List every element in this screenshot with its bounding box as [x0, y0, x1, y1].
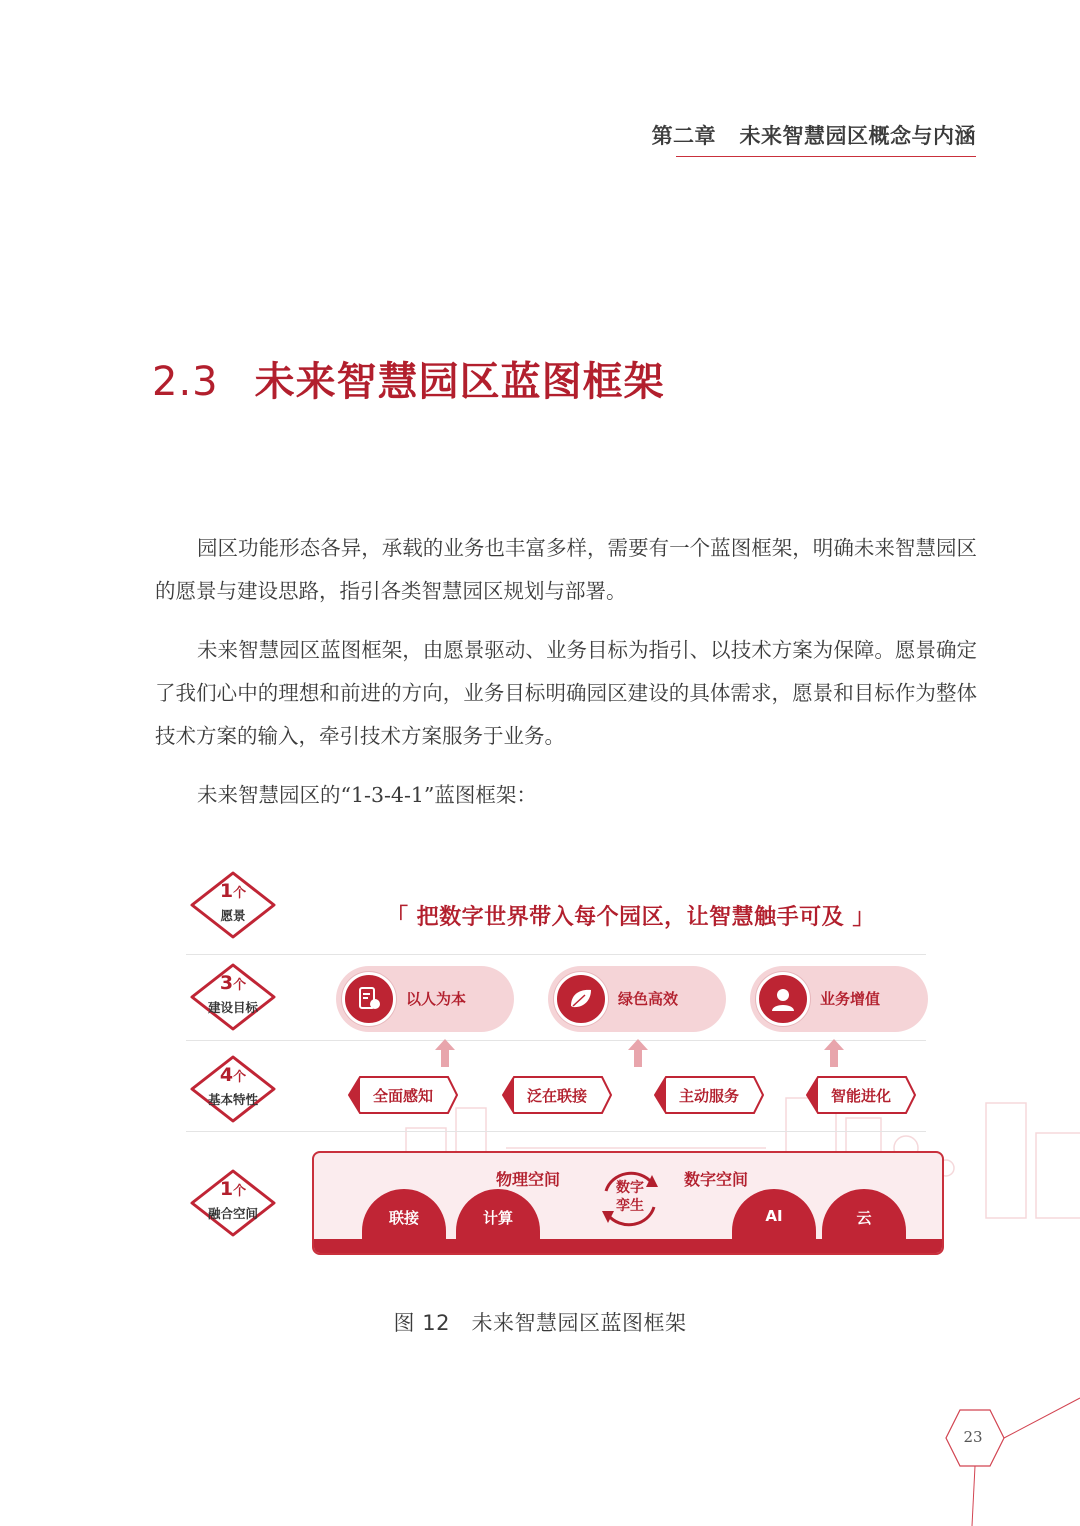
feature-label: 智能进化 [830, 1087, 891, 1105]
arrow-up-icon [434, 1038, 456, 1068]
body-text [155, 527, 977, 833]
feature-tag [654, 1076, 764, 1114]
leaf-icon [554, 972, 608, 1026]
dome-compute: 计算 [456, 1189, 540, 1239]
feature-tag [806, 1076, 916, 1114]
dome-cloud: 云 [822, 1189, 906, 1239]
chapter-label: 第二章 [651, 124, 717, 148]
goal-label: 绿色高效 [618, 990, 679, 1008]
row-badge-vision: 1个 愿景 [188, 870, 278, 940]
goal-label: 业务增值 [820, 990, 881, 1008]
row-divider [186, 1040, 926, 1041]
row-divider [186, 954, 926, 955]
running-header [652, 120, 976, 150]
row-badge-features: 4个 基本特性 [188, 1054, 278, 1124]
page-number: 23 [963, 1428, 983, 1446]
row-badge-fusion: 1个 融合空间 [188, 1168, 278, 1238]
page-number-hexagon [930, 1390, 1080, 1526]
goal-pill [336, 966, 514, 1032]
digital-space-label: 数字空间 [684, 1170, 749, 1189]
paragraph: 园区功能形态各异，承载的业务也丰富多样，需要有一个蓝图框架，明确未来智慧园区的愿景与建设思路，指引各类智慧园区规划与部署。 [155, 536, 977, 603]
chapter-title: 未来智慧园区概念与内涵 [739, 124, 976, 148]
arrow-up-icon [823, 1038, 845, 1068]
section-title [152, 350, 665, 407]
fusion-floor [314, 1239, 942, 1253]
feature-label: 泛在联接 [526, 1087, 587, 1105]
feature-tag [348, 1076, 458, 1114]
section-heading: 未来智慧园区蓝图框架 [254, 359, 665, 405]
person-icon [756, 972, 810, 1026]
physical-space-label: 物理空间 [496, 1170, 561, 1189]
vision-statement: 「 把数字世界带入每个园区，让智慧触手可及 」 [386, 905, 875, 930]
row-divider [186, 1131, 926, 1132]
row-badge-goals: 3个 建设目标 [188, 962, 278, 1032]
feature-label: 全面感知 [372, 1087, 433, 1105]
fusion-space-panel [312, 1151, 944, 1255]
goal-pill [750, 966, 928, 1032]
arrow-up-icon [627, 1038, 649, 1068]
blueprint-figure [186, 868, 946, 1268]
goal-label: 以人为本 [406, 990, 467, 1008]
feature-tag [502, 1076, 612, 1114]
dome-connect: 联接 [362, 1189, 446, 1239]
paragraph: 未来智慧园区的“1-3-4-1”蓝图框架： [197, 783, 537, 807]
section-number: 2.3 [152, 359, 219, 405]
dome-ai: AI [732, 1189, 816, 1239]
digital-twin-cycle: 数字 孪生 [590, 1167, 670, 1231]
goal-pill [548, 966, 726, 1032]
document-person-icon [342, 972, 396, 1026]
figure-caption: 图 12 未来智慧园区蓝图框架 [393, 1311, 687, 1335]
header-rule [676, 156, 976, 157]
feature-label: 主动服务 [678, 1087, 739, 1105]
paragraph: 未来智慧园区蓝图框架，由愿景驱动、业务目标为指引、以技术方案为保障。愿景确定了我们心中的理想和前进的方向，业务目标明确园区建设的具体需求，愿景和目标作为整体技术方案的输入，牵引技术方案服务于业务。 [155, 638, 977, 748]
